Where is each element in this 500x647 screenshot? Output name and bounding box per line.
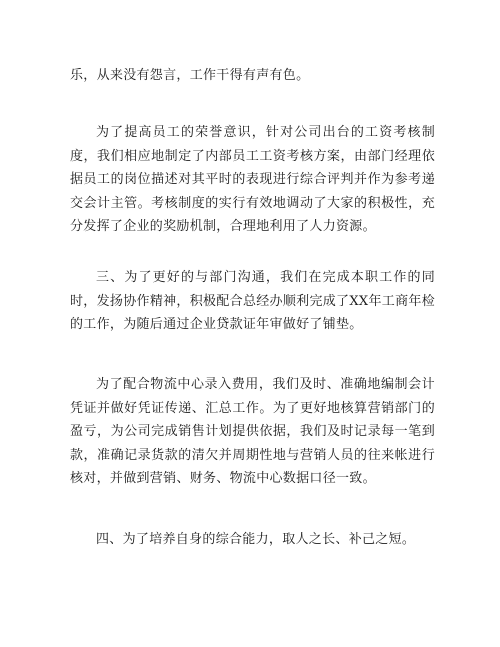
paragraph-logistics: 为了配合物流中心录入费用，我们及时、准确地编制会计凭证并做好凭证传递、汇总工作。为了更好地核算营销部门的盈亏，为公司完成销售计划提供依据，我们及时记录每一笔到款，准确记录货款的清欠并周期性地与营销人员的往来帐进行核对，并做到营销、财务、物流中心数据口径一致。 xyxy=(70,377,435,486)
paragraph-section-three: 三、为了更好的与部门沟通，我们在完成本职工作的同时，发扬协作精神，积极配合总经办顺利完成了XX年工商年检的工作，为随后通过企业贷款证年审做好了铺垫。 xyxy=(70,270,435,332)
paragraph-honor-awareness: 为了提高员工的荣誉意识，针对公司出台的工资考核制度，我们相应地制定了内部员工工资考核方案，由部门经理依据员工的岗位描述对其平时的表现进行综合评判并作为参考递交会计主管。考核制度的实行有效地调动了大家的积极性，充分发挥了企业的奖励机制，合理地利用了人力资源。 xyxy=(70,125,435,234)
paragraph-section-four: 四、为了培养自身的综合能力，取人之长、补己之短。 xyxy=(96,532,416,547)
paragraph-continuation: 乐，从来没有怨言，工作干得有声有色。 xyxy=(70,68,310,83)
